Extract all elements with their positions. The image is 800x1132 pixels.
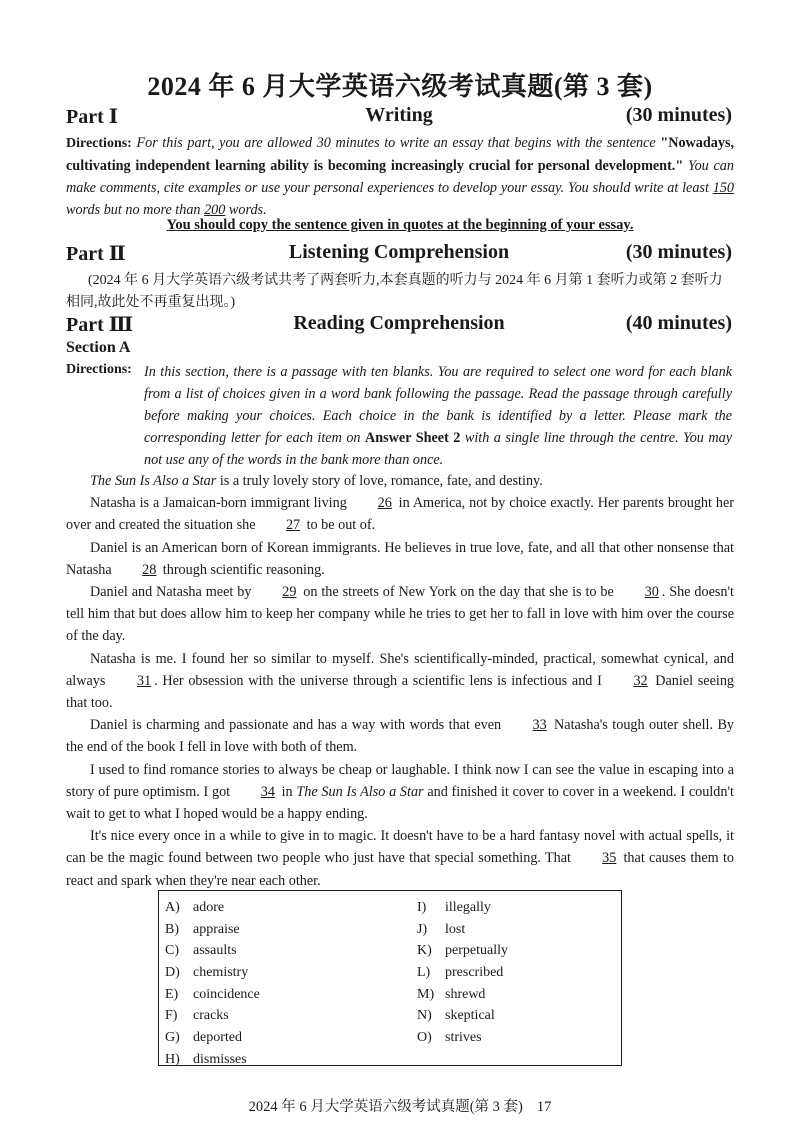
blank-26: 26: [377, 495, 392, 512]
option-word: skeptical: [445, 1008, 495, 1024]
paragraph: [66, 492, 734, 536]
directions-text: words but no more than: [66, 202, 201, 218]
directions-text: with a single line through the centre. You may not use any of the words in the bank more than once.: [144, 430, 733, 468]
paragraph-text: Daniel and Natasha meet by: [90, 584, 256, 601]
paragraph-text: in: [277, 783, 297, 800]
paragraph: [66, 714, 734, 758]
option-letter: D): [165, 965, 180, 981]
blank-27: 27: [285, 517, 301, 534]
directions-text: For this part, you are allowed 30 minutes to write an essay that begins with the sentence: [136, 135, 656, 151]
word-bank-option: [165, 962, 260, 984]
option-letter: C): [165, 943, 179, 959]
part2-time: (30 minutes): [625, 241, 732, 263]
word-bank-option: [417, 984, 508, 1006]
page-number: 17: [536, 1099, 552, 1115]
copy-instruction: You should copy the sentence given in quotes at the beginning of your essay.: [166, 217, 634, 233]
paragraph: [66, 825, 734, 892]
page-title: 2024 年 6 月大学英语六级考试真题(第 3 套): [147, 72, 653, 101]
part1-label: Part Ⅰ: [66, 106, 119, 128]
blank-31: 31: [137, 672, 152, 689]
paragraph-text: It's nice every once in a while to give in to magic. It doesn't have to be a hard fantasy novel with actual spells, it can be the magic found between two people who just have that special something. That: [66, 828, 734, 867]
option-letter: J): [417, 921, 428, 937]
paragraph-text: to be out of.: [303, 517, 376, 534]
word-bank-option: [165, 1027, 260, 1049]
part3-label: Part Ⅲ: [66, 314, 134, 336]
paragraph-text: in America, not by choice exactly. Her parents brought her over and created the situation she: [66, 495, 734, 534]
paragraph-text: . Her obsession with the universe through a scientific lens is infectious and I: [154, 672, 607, 689]
part2-label: Part Ⅱ: [66, 243, 126, 265]
option-letter: H): [165, 1051, 180, 1067]
paragraph: [66, 581, 734, 648]
page-footer: [0, 1095, 800, 1116]
word-bank-option: [417, 962, 508, 984]
paragraph-text: that causes them to react and spark when they're near each other.: [66, 850, 734, 889]
paragraph: [66, 470, 734, 492]
directions-text: words.: [228, 202, 267, 218]
part3-header: [66, 312, 732, 342]
part1-time: (30 minutes): [625, 104, 732, 126]
directions-text: You can make comments, cite examples or use your personal experiences to develop your essay. You should write at least: [66, 158, 734, 196]
option-word: coincidence: [193, 986, 260, 1002]
paragraph-text: and finished it cover to cover in a weekend. I couldn't wait to get to what I hoped would be a happy ending.: [66, 783, 734, 823]
word-bank-option: [417, 940, 508, 962]
word-bank-option: [417, 919, 508, 941]
word-bank-option: [165, 940, 260, 962]
option-letter: F): [165, 1008, 178, 1024]
word-bank-option: [165, 1049, 260, 1071]
paragraph-text: . She doesn't tell him that but does allow him to keep her company while he tries to get her to fall in love with him over the course of the day.: [66, 584, 734, 645]
word-bank-option: [165, 984, 260, 1006]
option-word: adore: [193, 900, 225, 915]
option-letter: E): [165, 986, 179, 1002]
directions-label: Directions:: [66, 362, 132, 377]
blank-35: 35: [602, 850, 617, 867]
word-bank-option: [417, 1027, 508, 1049]
option-letter: A): [165, 900, 180, 915]
paragraph-text: Daniel is an American born of Korean immigrants. He believes in true love, fate, and all that other nonsense that Natasha: [66, 539, 734, 578]
word-bank-option: [417, 897, 508, 919]
option-letter: I): [417, 900, 427, 915]
word-bank-left-column: [165, 897, 260, 1071]
option-word: appraise: [193, 921, 240, 937]
option-word: chemistry: [193, 965, 249, 981]
option-word: prescribed: [445, 965, 504, 981]
option-letter: L): [417, 965, 431, 981]
max-words: 200: [204, 202, 226, 218]
section-a-heading: Section A: [66, 339, 131, 356]
footer-title: 2024 年 6 月大学英语六级考试真题(第 3 套): [248, 1099, 523, 1115]
directions-text: In this section, there is a passage with ten blanks. You are required to select one word for each blank from a list of choices given in a word bank following the passage. Read the passage through carefully before making your choices. Each choice in the bank is identified by a letter. Please mark the corresponding letter for each item on: [144, 364, 732, 446]
blank-29: 29: [282, 584, 297, 601]
blank-28: 28: [142, 561, 157, 578]
part1-directions: [66, 132, 734, 221]
paragraph: [66, 537, 734, 581]
paragraph: [66, 648, 734, 715]
part1-header: [66, 104, 732, 134]
option-letter: O): [417, 1030, 432, 1046]
option-letter: B): [165, 921, 179, 937]
paragraph-text: I used to find romance stories to always be cheap or laughable. I think now I can see the value in escaping into a story of pure optimism. I got: [66, 761, 734, 800]
option-word: assaults: [193, 943, 237, 959]
option-word: lost: [445, 921, 466, 937]
part2-name: Listening Comprehension: [288, 241, 510, 263]
word-bank-option: [165, 1005, 260, 1027]
option-word: strives: [445, 1030, 482, 1046]
word-bank-option: [165, 919, 260, 941]
option-word: shrewd: [445, 986, 486, 1002]
part2-header: [66, 241, 732, 271]
book-title: The Sun Is Also a Star: [296, 783, 424, 800]
option-letter: N): [417, 1008, 432, 1024]
option-word: cracks: [193, 1008, 229, 1024]
blank-33: 33: [532, 717, 547, 734]
word-bank-option: [165, 897, 260, 919]
answer-sheet-ref: Answer Sheet 2: [365, 430, 461, 446]
paragraph: [66, 759, 734, 826]
part1-name: Writing: [365, 104, 433, 126]
paragraph-text: Natasha's tough outer shell. By the end of the book I fell in love with both of them.: [66, 717, 735, 756]
option-word: deported: [193, 1030, 242, 1046]
word-bank: [158, 890, 622, 1066]
word-bank-option: [417, 1005, 508, 1027]
option-letter: K): [417, 943, 432, 959]
option-word: dismisses: [193, 1051, 247, 1067]
listening-note: (2024 年 6 月大学英语六级考试共考了两套听力,本套真题的听力与 2024 年 6 月第 1 套听力或第 2 套听力相同,故此处不再重复出现。): [66, 273, 723, 310]
blank-30: 30: [644, 584, 659, 601]
paragraph-text: is a truly lovely story of love, romance, fate, and destiny.: [216, 473, 543, 489]
blank-34: 34: [260, 783, 275, 800]
paragraph-text: Daniel seeing that too.: [66, 672, 735, 712]
option-word: illegally: [445, 900, 491, 915]
option-letter: M): [417, 986, 435, 1002]
reading-passage: [66, 470, 734, 892]
book-title: The Sun Is Also a Star: [90, 473, 217, 489]
min-words: 150: [712, 180, 734, 196]
blank-32: 32: [633, 672, 648, 689]
paragraph-text: Natasha is me. I found her so similar to myself. She's scientifically-minded, practical, somewhat cynical, and always: [66, 650, 734, 689]
essay-prompt-quote: "Nowadays, cultivating independent learning ability is becoming increasingly crucial for personal development.": [66, 135, 735, 174]
paragraph-text: Natasha is a Jamaican-born immigrant living: [90, 495, 351, 512]
option-word: perpetually: [445, 943, 508, 959]
part3-name: Reading Comprehension: [293, 312, 505, 334]
paragraph-text: through scientific reasoning.: [159, 561, 325, 578]
directions-label: Directions:: [66, 136, 132, 151]
option-letter: G): [165, 1030, 180, 1046]
section-a-directions: [144, 361, 732, 471]
part3-time: (40 minutes): [625, 312, 732, 334]
paragraph-text: Daniel is charming and passionate and has a way with words that even: [90, 717, 506, 734]
paragraph-text: on the streets of New York on the day that she is to be: [299, 584, 618, 601]
word-bank-right-column: [417, 897, 508, 1049]
